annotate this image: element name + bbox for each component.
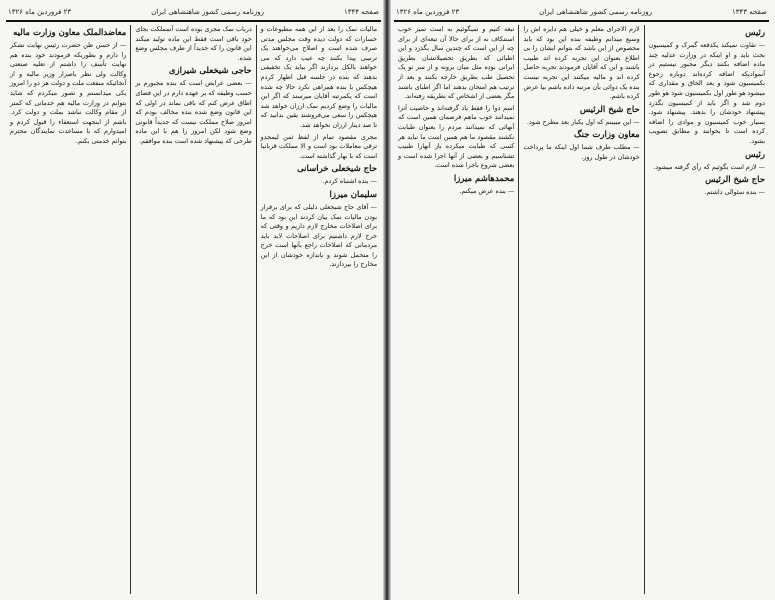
page-number: صفحه ۱۳۴۴: [343, 8, 379, 16]
issue-date: ۲۳ فروردین ماه ۱۳۲۶: [8, 8, 72, 16]
text-column: [394, 25, 518, 594]
speaker-heading: حاج شیخ الرئیس: [705, 175, 765, 186]
text-column: [518, 25, 643, 594]
paragraph: — بنده عرض میکنم.: [459, 186, 515, 195]
speaker-heading: محمدهاشم میرزا: [453, 173, 515, 184]
newspaper-page-right: [388, 0, 775, 600]
text-column: [256, 25, 381, 594]
speaker-heading: معاون وزارت جنگ: [574, 130, 640, 141]
text-column: [644, 25, 769, 594]
columns: [6, 25, 381, 594]
page-header: [396, 5, 767, 19]
page-header: [8, 5, 379, 19]
speaker-heading: سلیمان میرزا: [329, 189, 377, 200]
header-rule: [6, 20, 381, 22]
paragraph: تبعه کنیم و نمیگوئیم به است تمیز خوب استنکاف نه از برای حالا آن تبعه‌ای از برای چه از این است که چندین سال بگذرد و این اطبائی که بطریق تحصیلاتشان بطریق ایرانی بوده مثل میان برونه و از سر نو یک تحصیل طب بطریق خارجه بکنند و بعد از ترتیب هم امتحان بدهند اما اگر اطبای باشند مگر بعضی از اشخاص که بطریقه رفته‌اند.: [398, 25, 515, 101]
paragraph: — این میبینم که اول یکبار بعد مطرح شود.: [526, 117, 640, 126]
columns: [394, 25, 769, 594]
paragraph: مجری مقصود تمام از لفظ ثمن لیمجدو ترقی معاملات بود است و الا مملکت قربانیا است که با بهار گذاشته است.: [260, 132, 377, 160]
speaker-heading: حاج شیخعلی خراسانی: [297, 164, 377, 175]
paragraph: اسم دوا را فقط یاد گرفته‌اند و خاصیت آنرا نمیدانند خوب ماهم فرضمان همین است که آنهائی که نمیدانند مردم را بعنوان طبابت نکشند مقصود ما هم همین است ما نباید هر کسی که طبابت میکرده باز آنهارا طبیب تشناسیم و بعضی از آنها اجرا شده است و بعضی شروع باجرا شده است.: [398, 103, 515, 170]
paragraph: — بعضی عرایض است که بنده مجبورم بر حسب وظیفه که بر عهده دارم در این فضای اطاق عرض کنم که باقی بماند در اولی که این قانون وضع شده بنده مخالف بودم که امروز صلاح مملکت نیست که جدیداً قانونی وضع شود لکن امروز را هم با این ماده طرحی که پیشنهاد شده است بنده موافقم.: [135, 79, 252, 145]
paragraph: — بنده اشتباه کردم.: [322, 177, 377, 186]
paragraph: — آقای حاج شیخعلی دلیلی که برای برقرار بودن مالیات نمک بیان کردند این بود که ما برای اصلاحات مخارج لازم داریم و وقتی که خرج لازم داشتیم برای اصلاحات لابد باید مردمانی که اصلاحات راجع بآنها است خرج را متحمل شوند و باندازه خودشان از این مخارج را بپردازند.: [260, 202, 377, 269]
paragraph: — تقاوت نمیکند یکدفعه گمرک و کمیسیون بحث باید و او اینکه در وزارت عدلیه چند ماده اضافه بکنند دیگر مجبور نیستیم در آنموادیکه اضافه کرده‌اند دوباره رجوع بکمیسیون شود و بعد الحاق و مقداری که میشود هو طور اول بکمیسیون شود هو طور دوم شد و اگر باید از کمیسیون بگذرد پیشنهاد خودشان را بدهند. پیشنهاد شود. بسیار خوب کمیسیون و موادی را اضافه کرده است تا بخوانند و مطابق تصویب بشود.: [648, 41, 765, 145]
speaker-heading: حاجی شیخعلی شیرازی: [168, 66, 252, 77]
paragraph: — از حسن ظن حضرت رئیس نهایت تشکر را دارم و بطوریکه فرمودند خود بنده هم نهایت تأسف را داشتم از تعلیه صنعتی وکالت ولی نظر باصرار وزیر مالیه و از آنجائیکه منفعت ملت و دولت هر دو را امروز یکی میدانستم و تصور میکردم که شاید بتوانم در وزارت مالیه هم خدماتی که کمتر از مقام وکالت نباشد بملت و دولت کرد. باشم از اینجهت استعفاء را قبول کردم و امیدوارم که با مساعدت نمایندگان محترم بتوانم خدمتی بکنم.: [10, 41, 127, 145]
paragraph: مالیات نمک را بعد از این همه مطبوعات و خسارات که دولت دیده وقت مجلس مدتی صرف شده است و اصلاح می‌خواهند یک ترتیبی پیدا بکنند چه عیب دارد که می خواهند بالکل بردارند اگر بیاید یک تخفیفی بدهند که بنده در جلسه قبل اظهار کردم هیچکس با بنده همراهی نکرد حالا چه شده است که یکمرتبه آقایان میرسند که اگر این مالیات را وضع کردیم نمک ارزان خواهد شد هیچکس را سعی می‌فروشند یقین بدانید که تا صد دینار ارزان نخواهد شد.: [260, 25, 377, 129]
newspaper-title: روزنامه رسمی کشور شاهنشاهی ایران: [539, 8, 653, 16]
page-number: صفحه ۱۳۴۳: [731, 8, 767, 16]
header-rule: [394, 20, 769, 22]
paragraph: — لازم است بگوئیم که رأی گرفته میشود.: [653, 162, 765, 171]
speaker-heading: رئیس: [745, 149, 765, 160]
paragraph: درباب نمک مجری بوده است آنمملکت بجای خود باقی است فقط این ماده تولید میکند این قانون را که جدیداً از طرف مجلس وضع شده.: [135, 25, 252, 62]
paragraph: — بنده سئوالی داشتم.: [704, 188, 765, 197]
speaker-heading: معاضدالملک معاون وزارت مالیه: [13, 28, 127, 38]
text-column: [6, 25, 130, 594]
speaker-heading: رئیس: [745, 28, 765, 38]
newspaper-title: روزنامه رسمی کشور شاهنشاهی ایران: [151, 8, 265, 16]
speaker-heading: حاج شیخ الرئیس: [579, 104, 640, 115]
issue-date: ۲۳ فروردین ماه ۱۳۲۶: [396, 8, 460, 16]
newspaper-page-left: [0, 0, 387, 600]
text-column: [130, 25, 255, 594]
paragraph: لازم الاجرای معلم و خیلی هم دایره اش را وسیع میدانم وظیفه بنده این بود که باید محصوص از این باشد که بتوانم ایشان را بی اطلاع بعنوان این تجربه کرده اند طبیب باشند و این که آقایان فرمودند تجربه حاصل کرده اند و مالیه میکنند این تجربه نیست بنده یک دوائی بآن مرتبه داده باشم بیا عرض کرده باشم.: [523, 25, 640, 101]
binding-spine: [383, 0, 391, 600]
paragraph: — مطلب طرف شما اول اینکه ما پرداخت خودشان در طول روز.: [523, 143, 640, 161]
